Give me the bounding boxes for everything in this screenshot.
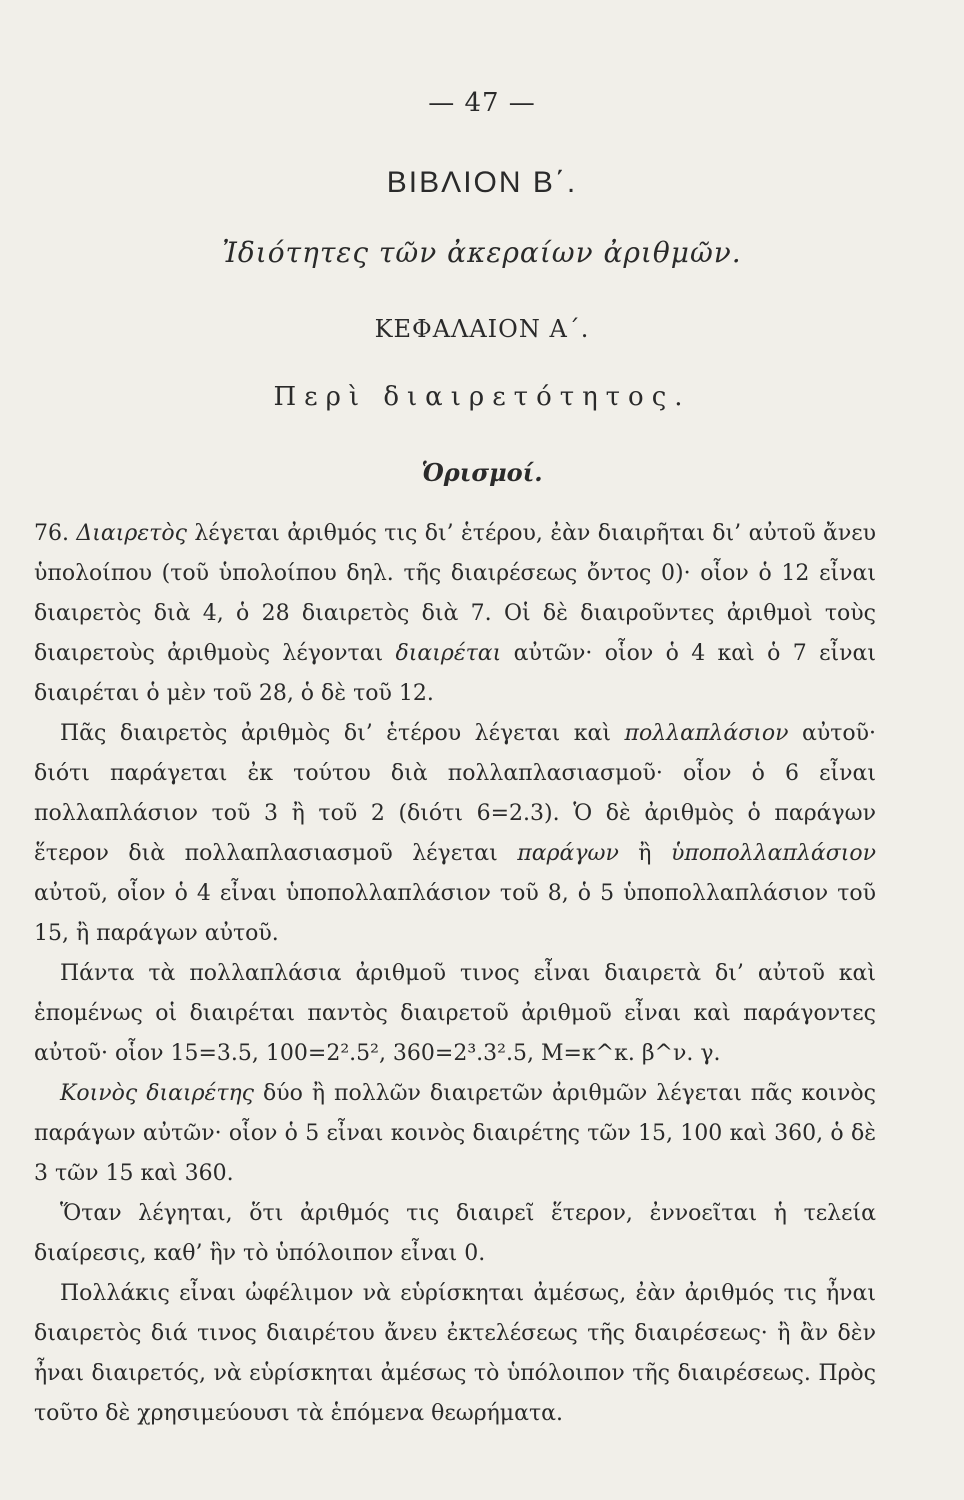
paragraph-text: Πολλάκις εἶναι ὠφέλιμον νὰ εὑρίσκηται ἀμέσως, ἐὰν ἀριθμός τις ἦναι διαιρετὸς διά τινος διαιρέτου ἄνευ ἐκτελέσεως τῆς διαιρέσεως· ἢ ἂν δὲν ἦναι διαιρετός, νὰ εὑρίσκηται ἀμέσως τὸ ὑπόλοιπον τῆς διαιρέσεως. Πρὸς τοῦτο δὲ χρησιμεύουσι τὰ ἑπόμενα θεωρήματα.: [34, 1281, 876, 1426]
paragraph-text: αὐτοῦ, οἷον ὁ 4 εἶναι ὑποπολλαπλάσιον τοῦ 8, ὁ 5 ὑποπολλαπλάσιον τοῦ 15, ἢ παράγων αὐτοῦ.: [34, 881, 876, 946]
term-submultiple: ὑποπολλαπλάσιον: [670, 841, 877, 866]
paragraph: [34, 514, 876, 714]
term-divisible: Διαιρετὸς: [76, 521, 187, 546]
paragraph-text: Ὅταν λέγηται, ὅτι ἀριθμός τις διαιρεῖ ἕτερον, ἐννοεῖται ἡ τελεία διαίρεσις, καθ’ ἣν τὸ ὑπόλοιπον εἶναι 0.: [34, 1201, 876, 1266]
body-text: [34, 514, 876, 1434]
paragraph: [34, 1194, 876, 1274]
paragraph-text: ἢ: [618, 841, 671, 866]
paragraph-text: δύο ἢ πολλῶν διαιρετῶν ἀριθμῶν λέγεται πᾶς κοινὸς παράγων αὐτῶν· οἷον ὁ 5 εἶναι κοινὸς διαιρέτης τῶν 15, 100 καὶ 360, ὁ δὲ 3 τῶν 15 καὶ 360.: [34, 1081, 876, 1186]
term-factor: παράγων: [517, 841, 619, 866]
book-title: ΒΙΒΛΙΟΝ Β΄.: [386, 166, 578, 199]
chapter-heading: ΚΕΦΑΛΑΙΟΝ Α΄.: [374, 315, 590, 343]
book-subtitle: Ἰδιότητες τῶν ἀκεραίων ἀριθμῶν.: [222, 236, 742, 269]
paragraph-text: Πᾶς διαιρετὸς ἀριθμὸς δι’ ἑτέρου λέγεται καὶ: [60, 721, 625, 746]
paragraph: [34, 954, 876, 1074]
page-number: — 47 —: [428, 88, 536, 118]
definitions-heading: Ὁρισμοί.: [421, 458, 543, 487]
term-multiple: πολλαπλάσιον: [624, 721, 789, 746]
paragraph-text: Πάντα τὰ πολλαπλάσια ἀριθμοῦ τινος εἶναι διαιρετὰ δι’ αὐτοῦ καὶ ἑπομένως οἱ διαιρέται παντὸς διαιρετοῦ ἀριθμοῦ εἶναι καὶ παράγοντες αὐτοῦ· οἷον 15=3.5, 100=2².5², 360=2³.3².5, Μ=κ^κ. β^ν. γ.: [34, 961, 876, 1066]
term-common-divisor: Κοινὸς διαιρέτης: [60, 1081, 254, 1106]
paragraph: [34, 1074, 876, 1194]
term-divisors: διαιρέται: [395, 641, 502, 666]
paragraph: [34, 1274, 876, 1434]
paragraph-number: 76.: [34, 521, 69, 546]
paragraph-text: λέγεται ἀριθμός τις δι’ ἑτέρου, ἐὰν διαιρῆται δι’ αὐτοῦ ἄνευ ὑπολοίπου (τοῦ ὑπολοίπου δηλ. τῆς διαιρέσεως ὄντος 0)· οἷον ὁ 12 εἶναι διαιρετὸς διὰ 4, ὁ 28 διαιρετὸς διὰ 7. Οἱ δὲ διαιροῦντες ἀριθμοὶ τοὺς διαιρετοὺς ἀριθμοὺς λέγονται: [34, 521, 876, 666]
paragraph-text: αὐτοῦ· διότι παράγεται ἐκ τούτου διὰ πολλαπλασιασμοῦ· οἷον ὁ 6 εἶναι πολλαπλάσιον τοῦ 3 ἢ τοῦ 2 (διότι 6=2.3). Ὁ δὲ ἀριθμὸς ὁ παράγων ἕτερον διὰ πολλαπλασιασμοῦ λέγεται: [34, 721, 876, 866]
paragraph: [34, 714, 876, 954]
paragraph-text: αὐτῶν· οἷον ὁ 4 καὶ ὁ 7 εἶναι διαιρέται ὁ μὲν τοῦ 28, ὁ δὲ τοῦ 12.: [34, 641, 876, 706]
section-heading: Περὶ διαιρετότητος.: [273, 382, 691, 412]
